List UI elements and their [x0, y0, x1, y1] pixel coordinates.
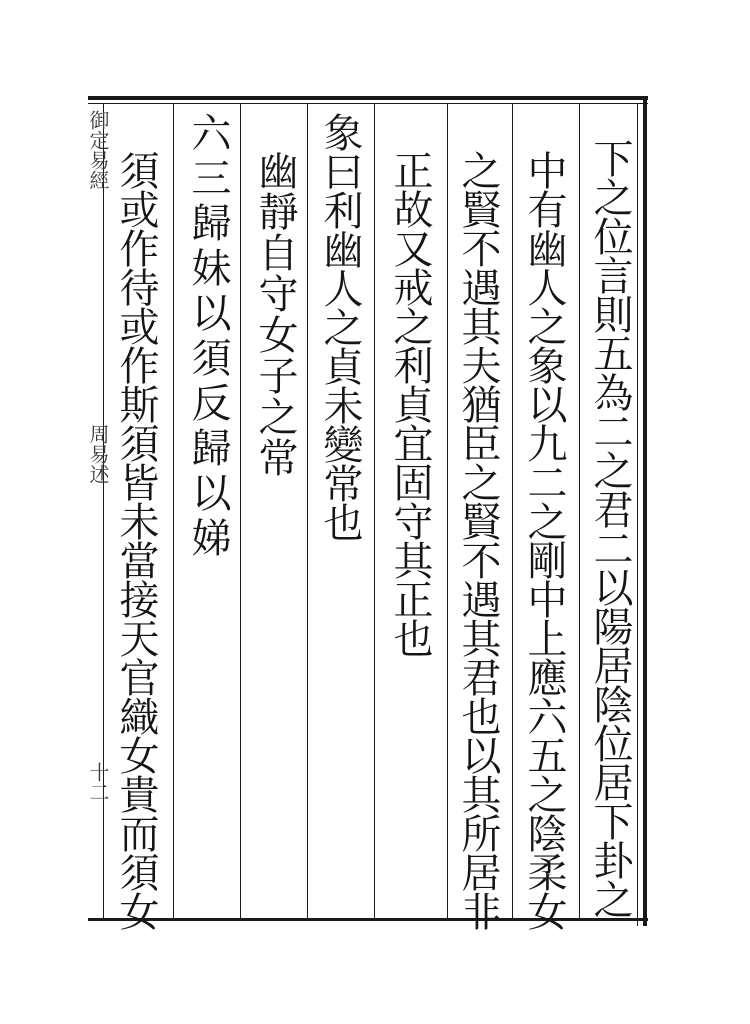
column-divider — [307, 103, 308, 918]
column-divider — [447, 103, 448, 918]
text-column-3: 之賢不遇其夫猶臣之賢不遇其君也以其所居非 — [455, 150, 501, 930]
text-column-7: 六三歸妹以須反歸以娣 — [185, 112, 231, 562]
right-inner-border — [637, 103, 638, 926]
text-column-4: 正故又戒之利貞宜固守其正也 — [387, 150, 433, 657]
top-border — [88, 96, 648, 100]
text-column-8: 須或作待或作斯須皆未當接天官織女貴而須女 — [113, 150, 159, 930]
text-column-6: 幽靜自守女子之常 — [252, 150, 298, 478]
right-border — [643, 96, 647, 926]
column-divider — [579, 103, 580, 918]
text-column-2: 中有幽人之象以九二之剛中上應六五之陰柔女 — [521, 150, 567, 930]
margin-page-number: 十二 — [86, 762, 110, 802]
margin-section: 周易述 — [86, 424, 110, 484]
column-divider — [173, 103, 174, 918]
column-divider — [512, 103, 513, 918]
top-inner-border — [88, 103, 648, 104]
text-column-1: 下之位言則五為二之君二以陽居陰位居下卦之 — [587, 138, 633, 918]
column-divider — [240, 103, 241, 918]
margin-book-title: 御定易經 — [86, 110, 110, 190]
column-divider — [374, 103, 375, 918]
text-column-5: 象曰利幽人之貞未變常也 — [317, 112, 363, 541]
